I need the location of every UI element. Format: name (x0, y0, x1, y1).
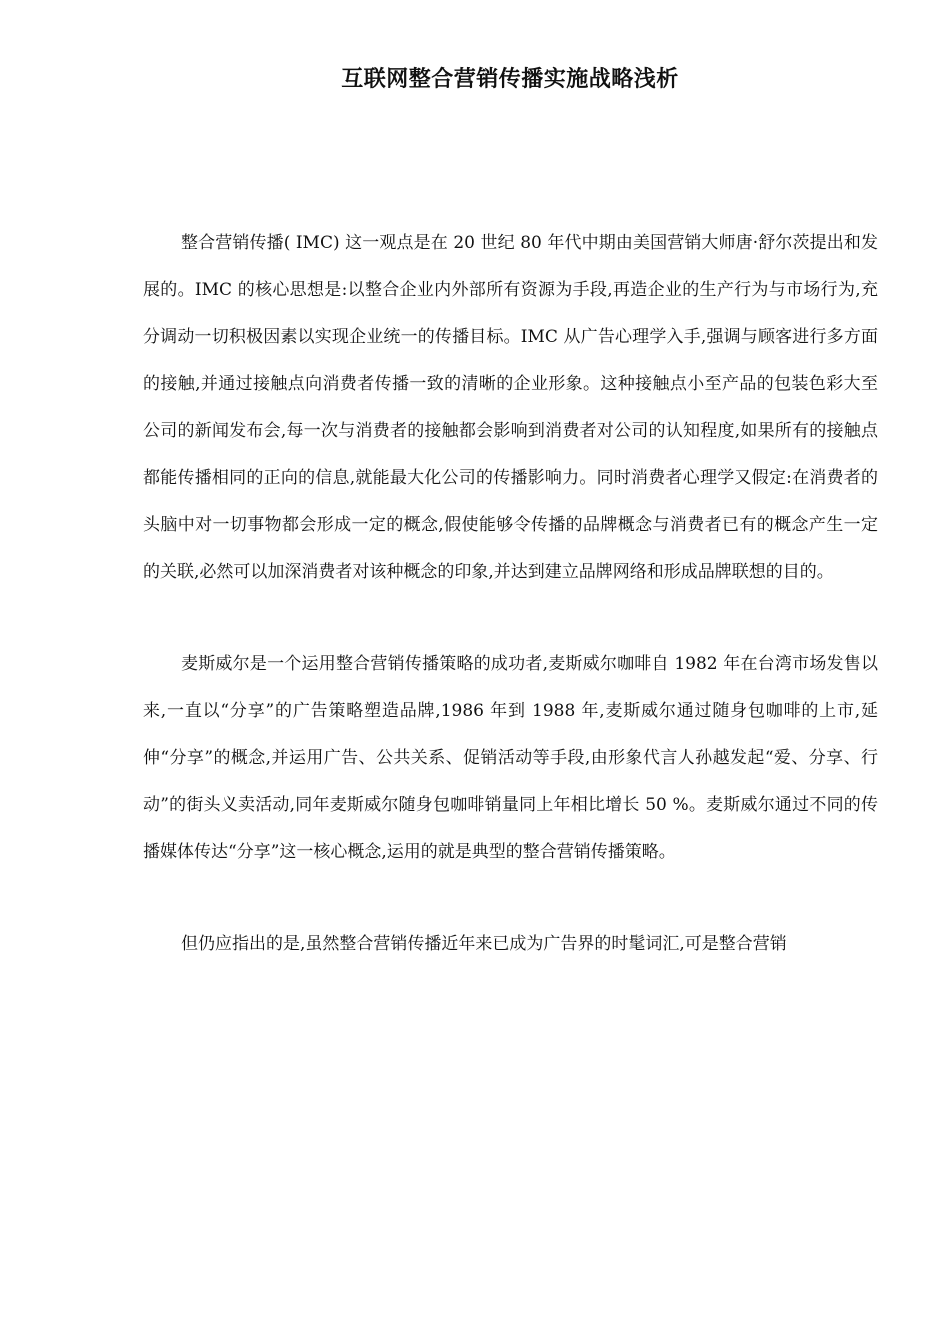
paragraph-maxwell-case: 麦斯威尔是一个运用整合营销传播策略的成功者,麦斯威尔咖啡自 1982 年在台湾市场发售以来,一直以“分享”的广告策略塑造品牌,1986 年到 1988 年,麦斯威尔通过随身包咖啡的上市,延伸“分享”的概念,并运用广告、公共关系、促销活动等手段,由形象代言人孙越发起“爱、分享、行动”的街头义卖活动,同年麦斯威尔随身包咖啡销量同上年相比增长 50 %。麦斯威尔通过不同的传播媒体传达“分享”这一核心概念,运用的就是典型的整合营销传播策略。 (143, 654, 878, 862)
paragraph-caveat: 但仍应指出的是,虽然整合营销传播近年来已成为广告界的时髦词汇,可是整合营销 (181, 934, 787, 954)
document-title: 互联网整合营销传播实施战略浅析 (341, 66, 679, 92)
document-body (143, 220, 878, 968)
paragraph-imc-intro: 整合营销传播( IMC) 这一观点是在 20 世纪 80 年代中期由美国营销大师唐·舒尔茨提出和发展的。IMC 的核心思想是:以整合企业内外部所有资源为手段,再造企业的生产行为与市场行为,充分调动一切积极因素以实现企业统一的传播目标。IMC 从广告心理学入手,强调与顾客进行多方面的接触,并通过接触点向消费者传播一致的清晰的企业形象。这种接触点小至产品的包装色彩大至公司的新闻发布会,每一次与消费者的接触都会影响到消费者对公司的认知程度,如果所有的接触点都能传播相同的正向的信息,就能最大化公司的传播影响力。同时消费者心理学又假定:在消费者的头脑中对一切事物都会形成一定的概念,假使能够令传播的品牌概念与消费者已有的概念产生一定的关联,必然可以加深消费者对该种概念的印象,并达到建立品牌网络和形成品牌联想的目的。 (143, 233, 878, 582)
